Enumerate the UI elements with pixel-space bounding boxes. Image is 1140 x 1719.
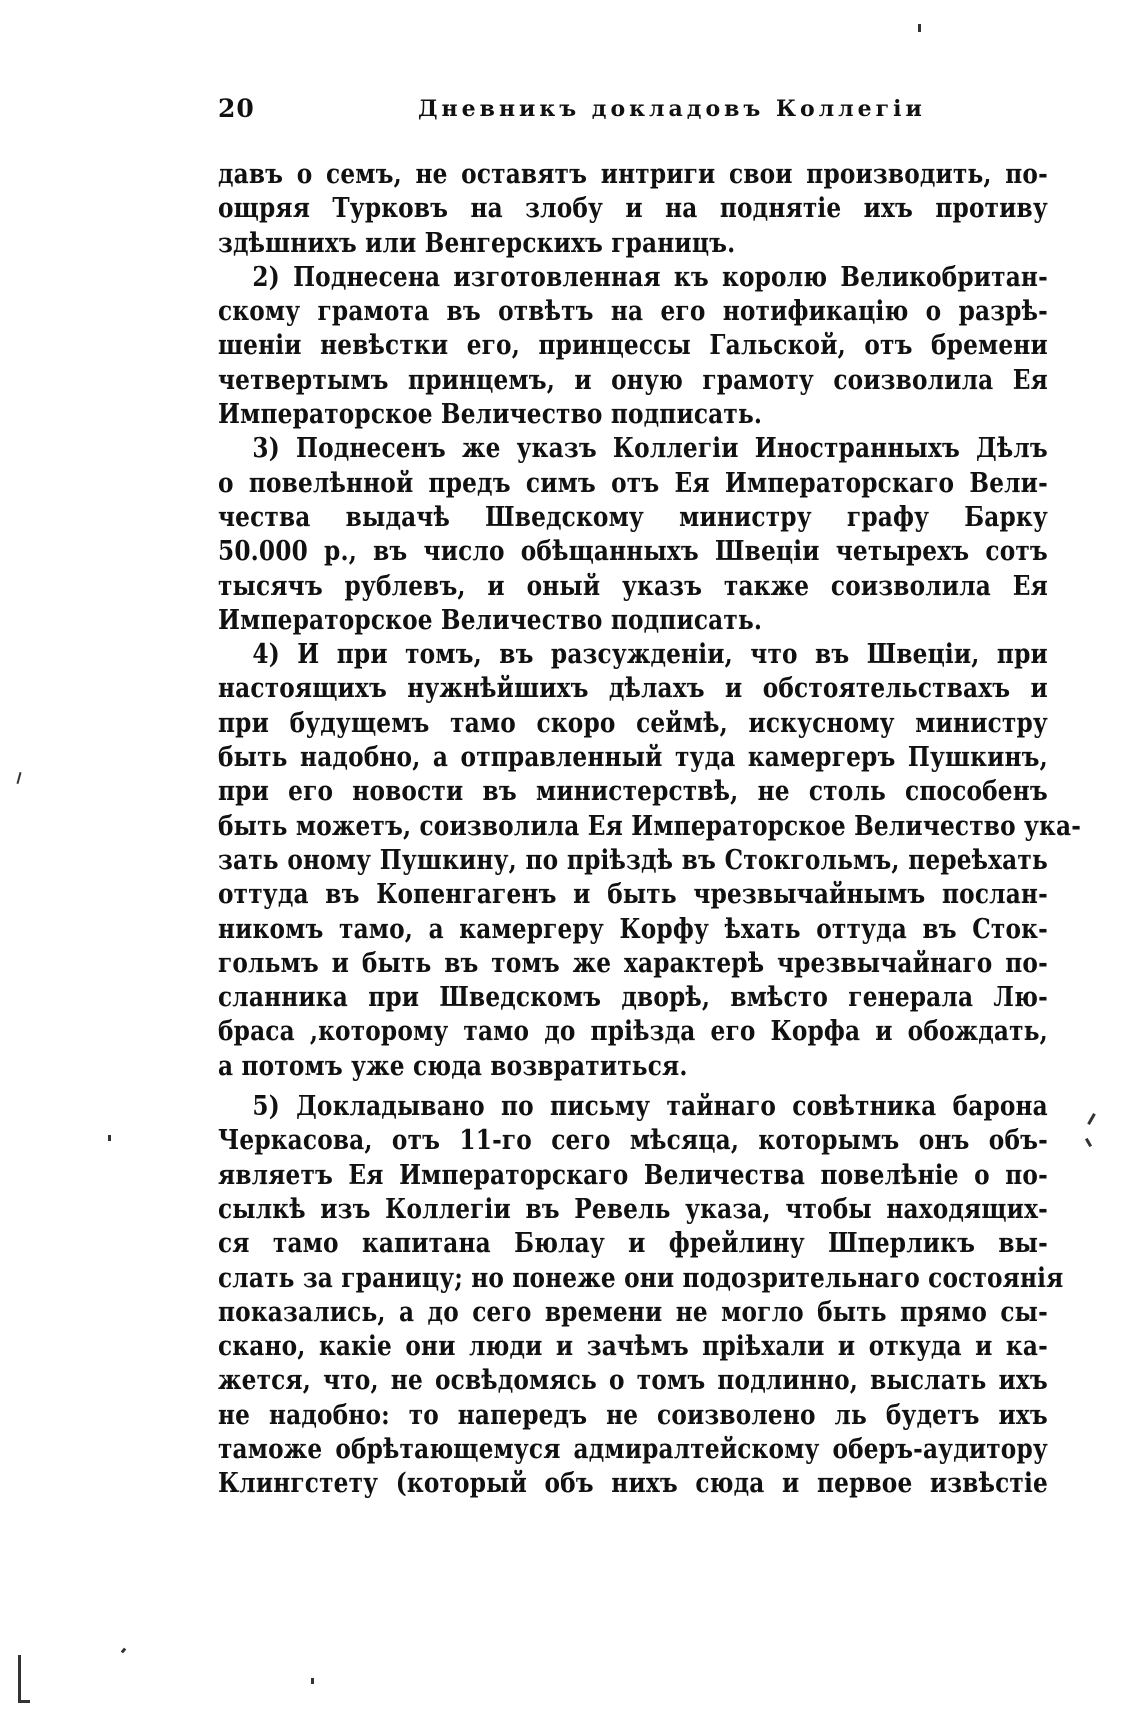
paragraph-4 xyxy=(218,638,1082,1084)
body-text xyxy=(218,158,1082,1502)
text-line: настоящихъ нужнѣйшихъ дѣлахъ и обстоятельствахъ и xyxy=(218,673,1048,705)
text-line: сланника при Шведскомъ дворѣ, вмѣсто генерала Лю- xyxy=(218,982,1048,1014)
scan-speck xyxy=(311,1678,314,1684)
paragraph-3 xyxy=(218,432,1048,638)
text-line: скано, какіе они люди и зачѣмъ пріѣхали и откуда и ка- xyxy=(218,1331,1048,1363)
paragraph-1 xyxy=(218,158,1048,261)
running-head: Дневникъ докладовъ Коллегіи xyxy=(418,96,926,122)
text-line: четвертымъ принцемъ, и оную грамоту соизволила Ея xyxy=(218,364,1048,396)
text-line: сылкѣ изъ Коллегіи въ Ревель указа, чтобы находящих- xyxy=(218,1193,1048,1225)
text-line: быть можетъ, соизволила Ея Императорское Величество ука- xyxy=(218,810,1082,842)
paragraph-5 xyxy=(218,1090,1064,1502)
scan-speck xyxy=(108,1135,111,1141)
text-line: здѣшнихъ или Венгерскихъ границъ. xyxy=(218,227,736,259)
text-line: при его новости въ министерствѣ, не столь способенъ xyxy=(218,776,1048,808)
text-line: гольмъ и быть въ томъ же характерѣ чрезвычайнаго по- xyxy=(218,947,1048,979)
text-line: 5) Докладывано по письму тайнаго совѣтника барона xyxy=(252,1091,1048,1123)
text-line: быть надобно, а отправленный туда камергеръ Пушкинъ, xyxy=(218,742,1048,774)
text-line: Императорское Величество подписать. xyxy=(218,604,763,636)
text-line: не надобно: то напередъ не соизволено ль будетъ ихъ xyxy=(218,1399,1048,1431)
text-line: Клингстету (который объ нихъ сюда и первое извѣстіе xyxy=(218,1468,1048,1500)
text-line: таможе обрѣтающемуся адмиралтейскому оберъ-аудитору xyxy=(218,1433,1048,1465)
text-line: ся тамо капитана Бюлау и фрейлину Шперликъ вы- xyxy=(218,1228,1048,1260)
scan-speck xyxy=(1085,1138,1092,1147)
text-line: Черкасова, отъ 11-го сего мѣсяца, которымъ онъ объ- xyxy=(218,1125,1048,1157)
text-line: ощряя Турковъ на злобу и на поднятіе ихъ противу xyxy=(218,193,1048,225)
text-line: браса ,которому тамо до пріѣзда его Корфа и обождать, xyxy=(218,1016,1048,1048)
text-line: скому грамота въ отвѣтъ на его нотификацію о разрѣ- xyxy=(218,296,1048,328)
page-number: 20 xyxy=(218,94,255,123)
text-line: слать за границу; но понеже они подозрительнаго состоянія xyxy=(218,1262,1064,1294)
text-line: Императорское Величество подписать. xyxy=(218,399,763,431)
scan-speck xyxy=(121,1648,127,1654)
page-header xyxy=(218,94,1048,128)
text-line: 50.000 р., въ число обѣщанныхъ Швеціи четырехъ сотъ xyxy=(218,536,1048,568)
text-line: 2) Поднесена изготовленная къ королю Великобритан- xyxy=(252,261,1048,293)
text-line: 3) Поднесенъ же указъ Коллегіи Иностранныхъ Дѣлъ xyxy=(252,433,1048,465)
text-line: при будущемъ тамо скоро сеймѣ, искусному министру xyxy=(218,707,1048,739)
text-line: давъ о семъ, не оставятъ интриги свои производить, по- xyxy=(218,159,1048,190)
text-line: являетъ Ея Императорскаго Величества повелѣніе о по- xyxy=(218,1159,1048,1191)
text-line: 4) И при томъ, въ разсужденіи, что въ Швеціи, при xyxy=(252,639,1048,671)
text-line: оттуда въ Копенгагенъ и быть чрезвычайнымъ послан- xyxy=(218,879,1048,911)
scan-speck xyxy=(18,1700,30,1703)
text-line: о повелѣнной предъ симъ отъ Ея Императорскаго Вели- xyxy=(218,467,1048,499)
paragraph-2 xyxy=(218,261,1048,432)
text-line: жется, что, не освѣдомясь о томъ подлинно, выслать ихъ xyxy=(218,1365,1048,1397)
text-line: а потомъ уже сюда возвратиться. xyxy=(218,1050,688,1082)
scan-speck xyxy=(918,24,921,32)
text-line: показались, а до сего времени не могло быть прямо сы- xyxy=(218,1296,1048,1328)
text-line: шеніи невѣстки его, принцессы Гальской, отъ бремени xyxy=(218,330,1048,362)
scan-speck xyxy=(18,1655,21,1703)
scan-speck xyxy=(1087,1113,1096,1125)
text-line: тысячъ рублевъ, и оный указъ также соизволила Ея xyxy=(218,570,1048,602)
text-line: никомъ тамо, а камергеру Корфу ѣхать оттуда въ Сток- xyxy=(218,913,1048,945)
text-line: зать оному Пушкину, по пріѣздѣ въ Стокгольмъ, переѣхать xyxy=(218,844,1048,876)
scan-speck xyxy=(16,772,21,784)
text-line: чества выдачѣ Шведскому министру графу Барку xyxy=(218,501,1048,533)
